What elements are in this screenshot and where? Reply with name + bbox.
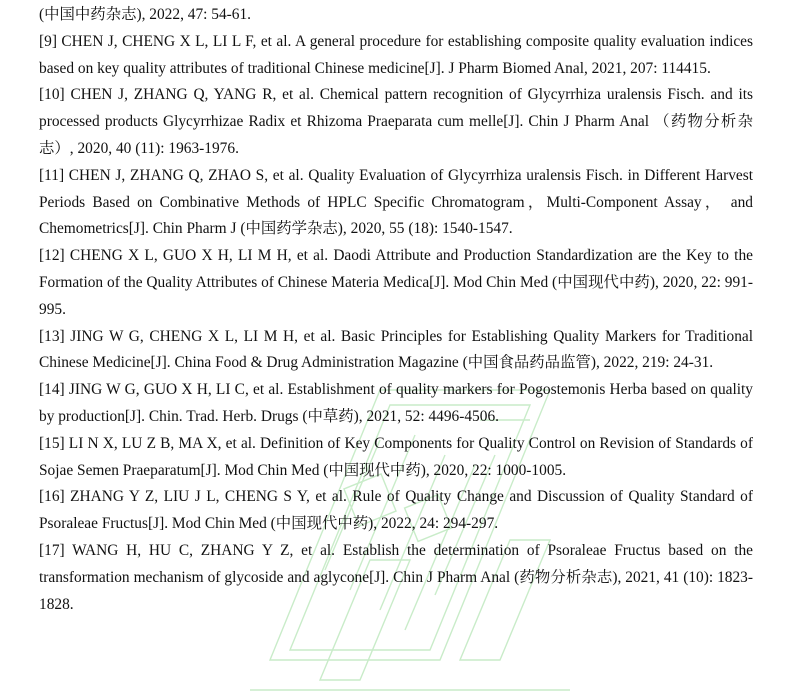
reference-entry: [15] LI N X, LU Z B, MA X, et al. Definition of Key Components for Quality Control on Revision of Standards of Sojae Semen Praeparatum[J]. Mod Chin Med (中国现代中药), 2020, 22: 1000-1005. <box>39 434 753 479</box>
reference-entry: [11] CHEN J, ZHANG Q, ZHAO S, et al. Quality Evaluation of Glycyrrhiza uralensis Fisch. in Different Harvest Periods Based on Combinative Methods of HPLC Specific Chromatogram，Multi-Component Assay， and Chemometrics[J]. Chin Pharm J (中国药学杂志), 2020, 55 (18): 1540-1547. <box>39 166 753 238</box>
reference-entry: [14] JING W G, GUO X H, LI C, et al. Establishment of quality markers for Pogostemonis Herba based on quality by production[J]. Chin. Trad. Herb. Drugs (中草药), 2021, 52: 4496-4506. <box>39 381 753 425</box>
reference-entry: [12] CHENG X L, GUO X H, LI M H, et al. Daodi Attribute and Production Standardization are the Key to the Formation of the Quality Attributes of Chinese Materia Medica[J]. Mod Chin Med (中国现代中药), 2020, 22: 991-995. <box>39 247 753 318</box>
reference-entry: [10] CHEN J, ZHANG Q, YANG R, et al. Chemical pattern recognition of Glycyrrhiza uralensis Fisch. and its processed products Glycyrrhizae Radix et Rhizoma Praeparata cum melle[J]. Chin J Pharm Anal （药物分析杂志）, 2020, 40 (11): 1963-1976. <box>39 86 753 157</box>
reference-entry: [17] WANG H, HU C, ZHANG Y Z, et al. Establish the determination of Psoraleae Fructus based on the transformation mechanism of glycoside and aglycone[J]. Chin J Pharm Anal (药物分析杂志), 2021, 41 (10): 1823-1828. <box>39 541 753 613</box>
reference-entry: [16] ZHANG Y Z, LIU J L, CHENG S Y, et al. Rule of Quality Change and Discussion of Quality Standard of Psoraleae Fructus[J]. Mod Chin Med (中国现代中药), 2022, 24: 294-297. <box>39 488 753 533</box>
reference-entry: [13] JING W G, CHENG X L, LI M H, et al. Basic Principles for Establishing Quality Markers for Traditional Chinese Medicine[J]. China Food & Drug Administration Magazine (中国食品药品监管), 2022, 219: 24-31. <box>39 327 753 372</box>
reference-entry: (中国中药杂志), 2022, 47: 54-61. <box>39 6 252 23</box>
reference-entry: [9] CHEN J, CHENG X L, LI L F, et al. A general procedure for establishing composite quality evaluation indices based on key quality attributes of traditional Chinese medicine[J]. J Pharm Biomed Anal, 2021, 207: 114415. <box>39 32 753 77</box>
reference-list <box>39 2 753 618</box>
